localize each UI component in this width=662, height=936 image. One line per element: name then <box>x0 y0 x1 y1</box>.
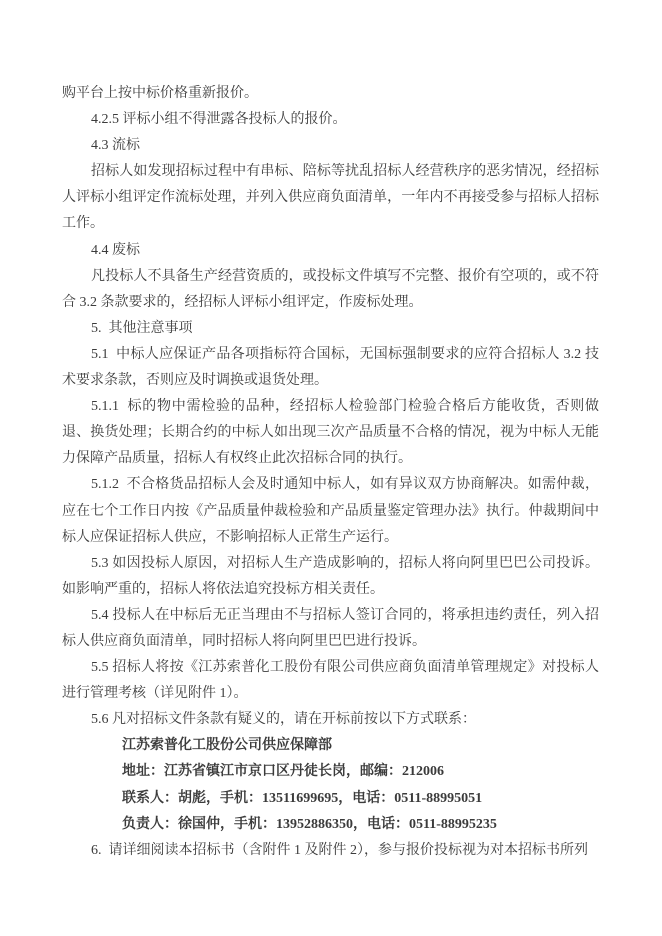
clause-5-4: 5.4 投标人在中标后无正当理由不与招标人签订合同的，将承担违约责任，列入招标人供应商负面清单，同时招标人将向阿里巴巴进行投诉。 <box>62 607 599 649</box>
clause-4-3-body: 招标人如发现招标过程中有串标、陪标等扰乱招标人经营秩序的恶劣情况，经招标人评标小组评定作流标处理，并列入供应商负面清单，一年内不再接受参与招标人招标工作。 <box>62 164 599 232</box>
contact-department: 江苏索普化工股份公司供应保障部 <box>122 738 332 754</box>
clause-4-4-body: 凡投标人不具备生产经营资质的，或投标文件填写不完整、报价有空项的，或不符合 3.2 条款要求的，经招标人评标小组评定，作废标处理。 <box>62 268 599 310</box>
document-body <box>62 81 599 864</box>
clause-5-1-2: 5.1.2 不合格货品招标人会及时通知中标人，如有异议双方协商解决。如需仲裁，应在七个工作日内按《产品质量仲裁检验和产品质量鉴定管理办法》执行。仲裁期间中标人应保证招标人供应，不影响招标人正常生产运行。 <box>62 477 599 545</box>
clause-5-6: 5.6 凡对招标文件条款有疑义的，请在开标前按以下方式联系： <box>91 712 476 728</box>
page-continuation-line: 购平台上按中标价格重新报价。 <box>62 86 258 101</box>
clause-5-5: 5.5 招标人将按《江苏索普化工股份有限公司供应商负面清单管理规定》对投标人进行管理考核（详见附件 1）。 <box>62 660 599 702</box>
heading-5: 5. 其他注意事项 <box>91 320 193 336</box>
heading-4-4: 4.4 废标 <box>91 242 140 258</box>
clause-5-1-1: 5.1.1 标的物中需检验的品种，经招标人检验部门检验合格后方能收货，否则做退、换货处理；长期合约的中标人如出现三次产品质量不合格的情况，视为中标人无能力保障产品质量，招标人有权终止此次招标合同的执行。 <box>62 399 599 467</box>
clause-4-2-5: 4.2.5 评标小组不得泄露各投标人的报价。 <box>91 112 347 128</box>
heading-4-3: 4.3 流标 <box>91 138 140 154</box>
clause-5-3: 5.3 如因投标人原因，对招标人生产造成影响的，招标人将向阿里巴巴公司投诉。如影响严重的，招标人将依法追究投标方相关责任。 <box>62 555 599 597</box>
contact-address: 地址：江苏省镇江市京口区丹徒长岗，邮编：212006 <box>122 764 444 780</box>
clause-6: 6. 请详细阅读本招标书（含附件 1 及附件 2），参与报价投标视为对本招标书所列 <box>91 842 588 858</box>
clause-5-1: 5.1 中标人应保证产品各项指标符合国标，无国标强制要求的应符合招标人 3.2 技术要求条款，否则应及时调换或退货处理。 <box>62 346 599 389</box>
contact-person: 联系人：胡彪，手机：13511699695，电话：0511-88995051 <box>122 790 483 806</box>
contact-manager: 负责人：徐国仲，手机：13952886350，电话：0511-88995235 <box>122 816 497 832</box>
